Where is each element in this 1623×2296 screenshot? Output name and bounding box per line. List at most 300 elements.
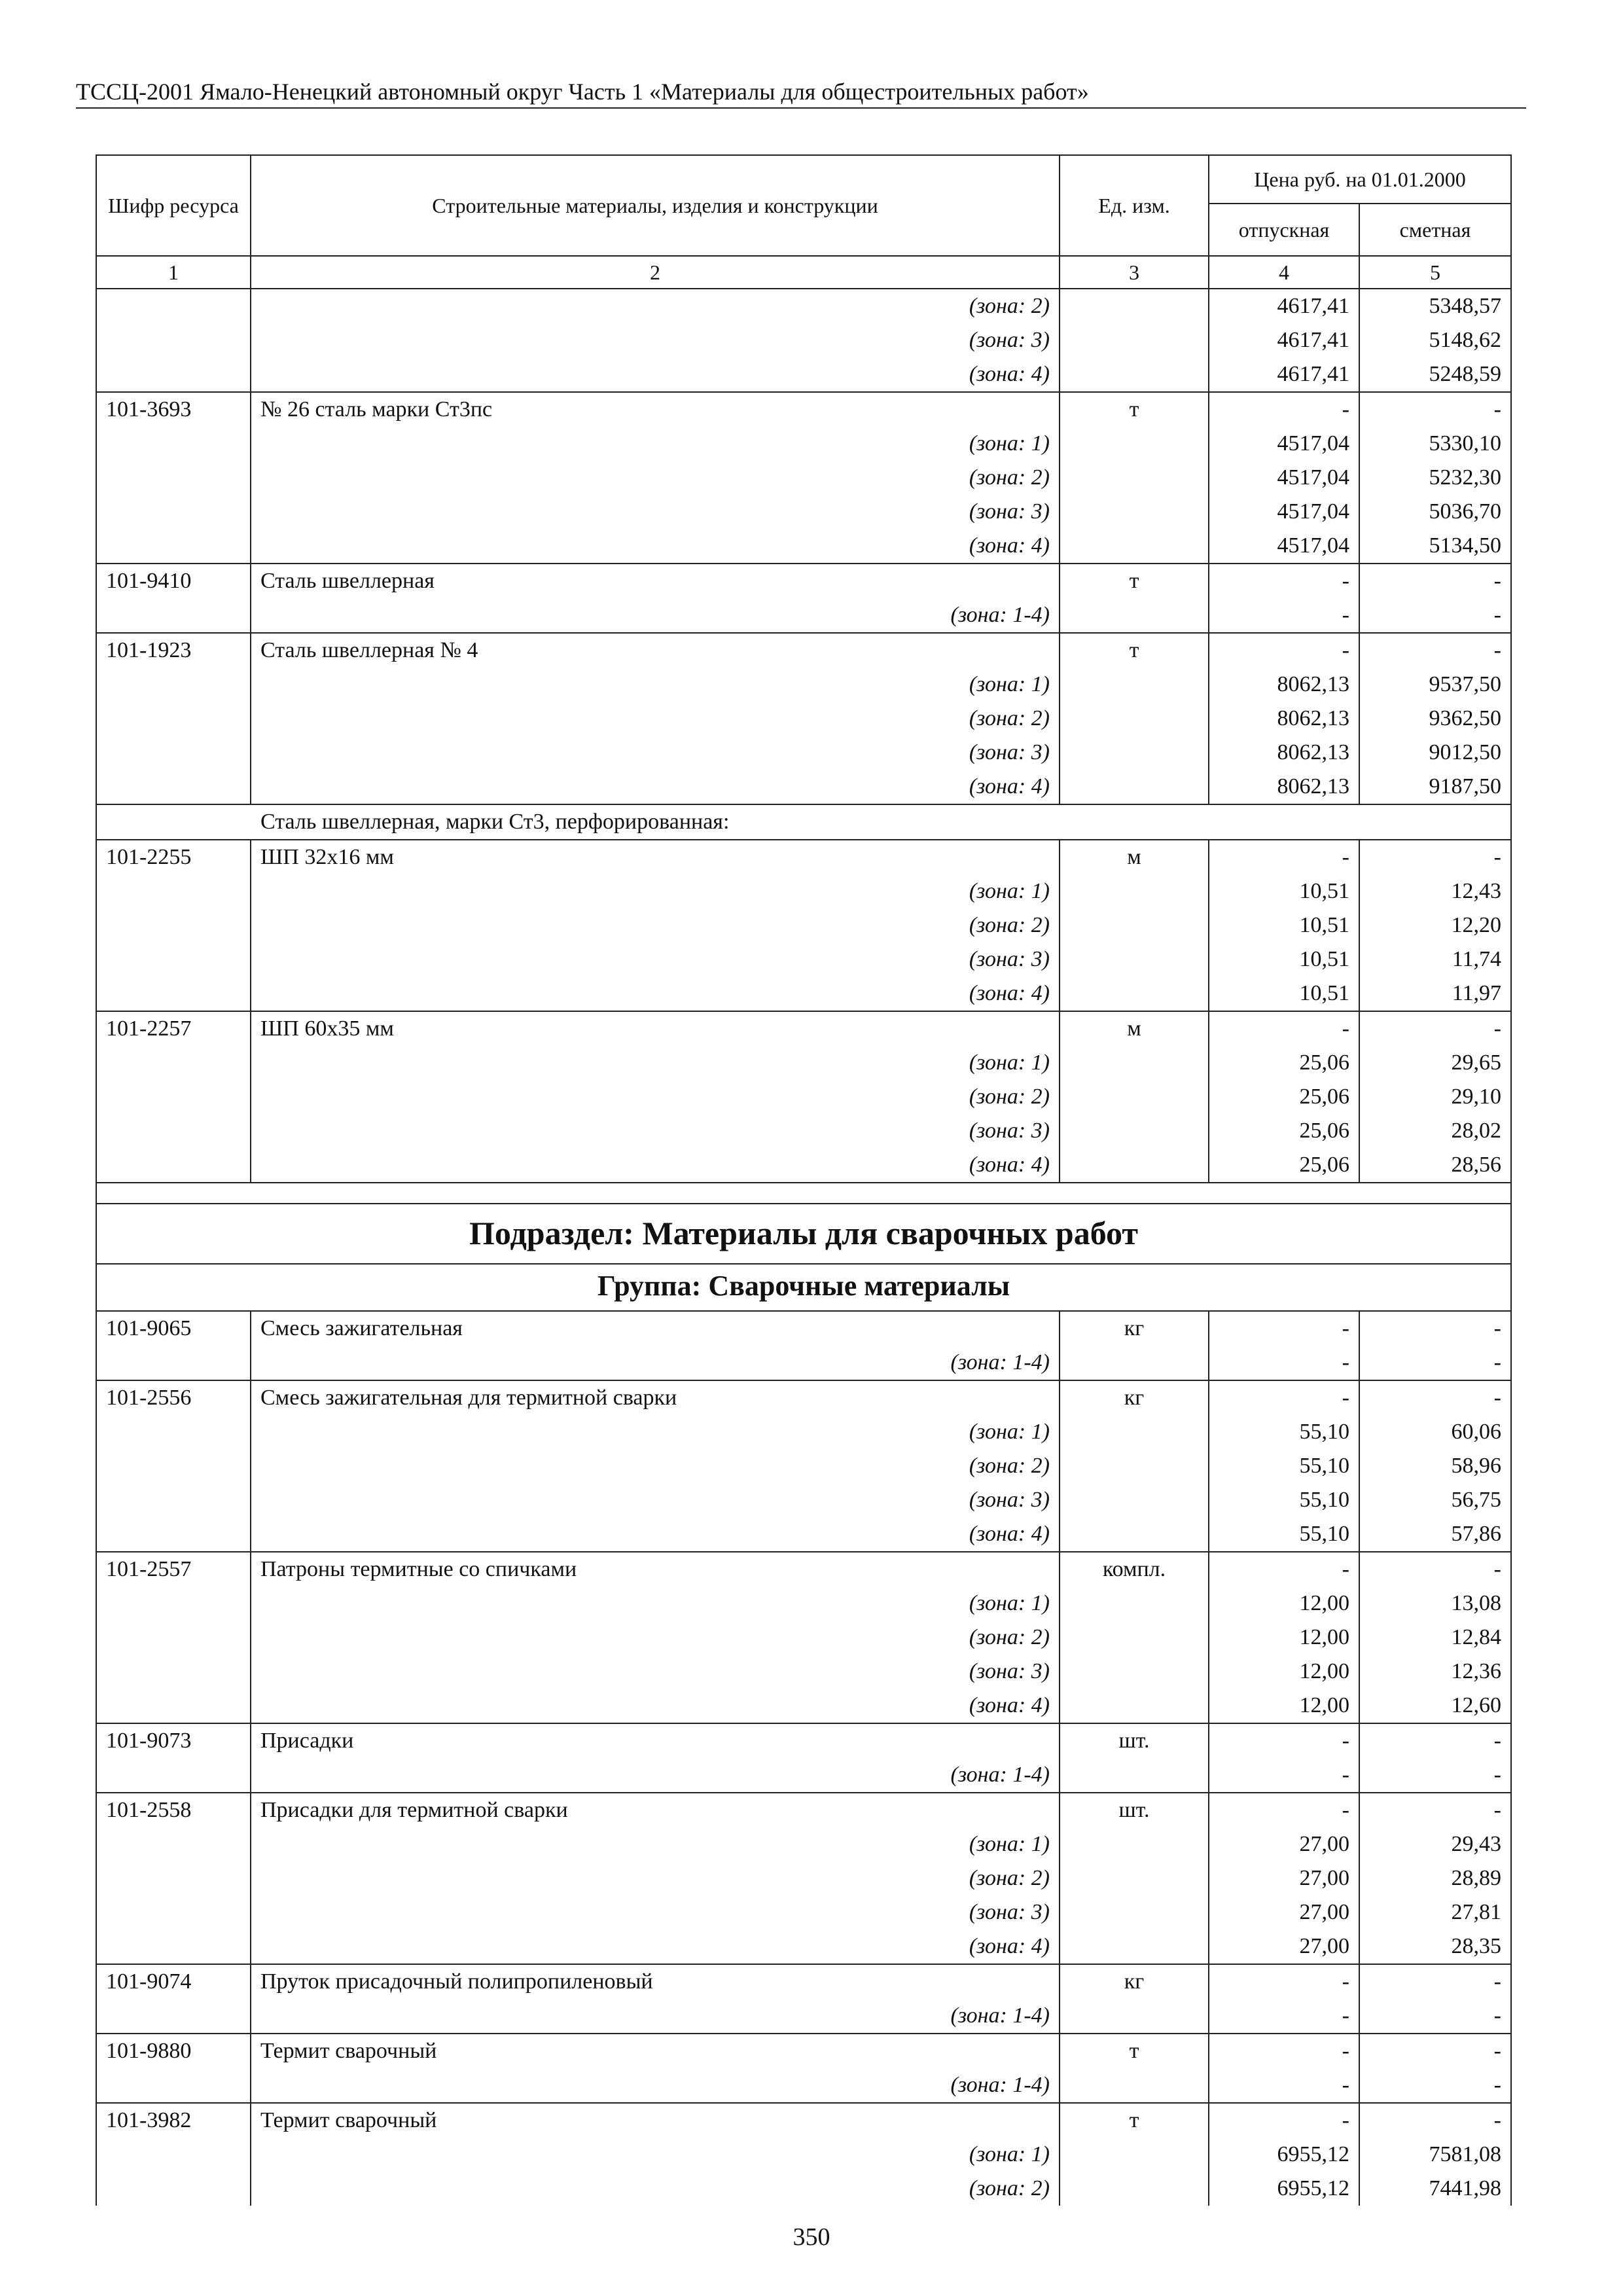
release-price: 27,00 <box>1209 1895 1359 1929</box>
release-price: 55,10 <box>1209 1415 1359 1449</box>
estimate-price: - <box>1359 1346 1511 1380</box>
release-price: - <box>1209 1964 1359 1999</box>
table-row <box>96 1689 1511 1723</box>
release-price: - <box>1209 392 1359 427</box>
category-title: Сталь швеллерная, марки Ст3, перфорированная: <box>96 804 1511 840</box>
material-name: Патроны термитные со спичками <box>251 1552 1060 1587</box>
resource-code <box>96 323 251 357</box>
resource-code: 101-9065 <box>96 1311 251 1346</box>
resource-code: 101-9073 <box>96 1723 251 1758</box>
resource-code <box>96 1080 251 1114</box>
release-price: - <box>1209 840 1359 874</box>
unit-cell: т <box>1060 392 1209 427</box>
table-row <box>96 1999 1511 2034</box>
resource-code <box>96 702 251 736</box>
material-name: Смесь зажигательная <box>251 1311 1060 1346</box>
release-price: 4617,41 <box>1209 289 1359 323</box>
unit-cell <box>1060 289 1209 323</box>
zone-label: (зона: 2) <box>251 289 1060 323</box>
estimate-price: - <box>1359 2068 1511 2103</box>
estimate-price: - <box>1359 1552 1511 1587</box>
estimate-price: - <box>1359 1758 1511 1793</box>
table-row <box>96 289 1511 323</box>
release-price: 12,00 <box>1209 1655 1359 1689</box>
estimate-price: - <box>1359 2034 1511 2068</box>
column-number: 5 <box>1359 256 1511 289</box>
resource-code <box>96 942 251 977</box>
release-price: 6955,12 <box>1209 2138 1359 2172</box>
resource-code <box>96 770 251 804</box>
estimate-price: - <box>1359 1011 1511 1046</box>
unit-cell <box>1060 1689 1209 1723</box>
zone-label: (зона: 3) <box>251 323 1060 357</box>
unit-cell: кг <box>1060 1964 1209 1999</box>
resource-code <box>96 1689 251 1723</box>
zone-label: (зона: 2) <box>251 461 1060 495</box>
unit-cell <box>1060 702 1209 736</box>
unit-cell: т <box>1060 2034 1209 2068</box>
release-price: 8062,13 <box>1209 668 1359 702</box>
material-name: Присадки <box>251 1723 1060 1758</box>
release-price: 8062,13 <box>1209 702 1359 736</box>
zone-label: (зона: 2) <box>251 1449 1060 1483</box>
release-price: 10,51 <box>1209 874 1359 908</box>
spacer-cell <box>96 1183 1511 1204</box>
table-row <box>96 1895 1511 1929</box>
zone-label: (зона: 4) <box>251 1689 1060 1723</box>
estimate-price: 11,74 <box>1359 942 1511 977</box>
table-row <box>96 668 1511 702</box>
table-row <box>96 392 1511 427</box>
resource-code <box>96 2172 251 2206</box>
release-price: 12,00 <box>1209 1689 1359 1723</box>
zone-label: (зона: 2) <box>251 908 1060 942</box>
column-number: 2 <box>251 256 1060 289</box>
zone-label: (зона: 1-4) <box>251 1999 1060 2034</box>
table-row <box>96 564 1511 598</box>
estimate-price: 9362,50 <box>1359 702 1511 736</box>
table-row <box>96 1793 1511 1827</box>
unit-cell <box>1060 2068 1209 2103</box>
release-price: - <box>1209 2103 1359 2138</box>
resource-code: 101-3693 <box>96 392 251 427</box>
zone-label: (зона: 3) <box>251 942 1060 977</box>
unit-cell: т <box>1060 2103 1209 2138</box>
table-row <box>96 1587 1511 1621</box>
zone-label: (зона: 1) <box>251 874 1060 908</box>
table-row <box>96 702 1511 736</box>
zone-label: (зона: 3) <box>251 736 1060 770</box>
header-price: Цена руб. на 01.01.2000 <box>1209 155 1511 204</box>
estimate-price: 7441,98 <box>1359 2172 1511 2206</box>
unit-cell <box>1060 1114 1209 1148</box>
resource-code: 101-9074 <box>96 1964 251 1999</box>
estimate-price: 9012,50 <box>1359 736 1511 770</box>
table-row <box>96 977 1511 1011</box>
resource-code <box>96 1587 251 1621</box>
release-price: 8062,13 <box>1209 770 1359 804</box>
zone-label: (зона: 4) <box>251 529 1060 564</box>
estimate-price: - <box>1359 1380 1511 1415</box>
category-row <box>96 804 1511 840</box>
release-price: - <box>1209 564 1359 598</box>
column-numbers-row <box>96 256 1511 289</box>
estimate-price: - <box>1359 1723 1511 1758</box>
resource-code <box>96 908 251 942</box>
header-unit: Ед. изм. <box>1060 155 1209 256</box>
unit-cell <box>1060 427 1209 461</box>
unit-cell <box>1060 1346 1209 1380</box>
table-row <box>96 1517 1511 1552</box>
release-price: - <box>1209 1311 1359 1346</box>
unit-cell <box>1060 1046 1209 1080</box>
resource-code <box>96 1114 251 1148</box>
estimate-price: 28,35 <box>1359 1929 1511 1964</box>
header-name: Строительные материалы, изделия и конструкции <box>251 155 1060 256</box>
release-price: - <box>1209 1552 1359 1587</box>
estimate-price: 29,10 <box>1359 1080 1511 1114</box>
table-row <box>96 1046 1511 1080</box>
table-row <box>96 1011 1511 1046</box>
table-row <box>96 736 1511 770</box>
zone-label: (зона: 4) <box>251 1148 1060 1183</box>
unit-cell: м <box>1060 1011 1209 1046</box>
release-price: - <box>1209 1380 1359 1415</box>
zone-label: (зона: 1-4) <box>251 2068 1060 2103</box>
release-price: 12,00 <box>1209 1621 1359 1655</box>
material-name: ШП 32х16 мм <box>251 840 1060 874</box>
estimate-price: 5330,10 <box>1359 427 1511 461</box>
table-row <box>96 1483 1511 1517</box>
estimate-price: 12,43 <box>1359 874 1511 908</box>
unit-cell <box>1060 2172 1209 2206</box>
unit-cell <box>1060 1080 1209 1114</box>
resource-code: 101-2558 <box>96 1793 251 1827</box>
unit-cell <box>1060 357 1209 392</box>
header-estimate: сметная <box>1359 204 1511 256</box>
unit-cell <box>1060 1999 1209 2034</box>
release-price: 55,10 <box>1209 1517 1359 1552</box>
column-number: 3 <box>1060 256 1209 289</box>
estimate-price: 9187,50 <box>1359 770 1511 804</box>
unit-cell <box>1060 1827 1209 1861</box>
estimate-price: 28,89 <box>1359 1861 1511 1895</box>
material-name: Термит сварочный <box>251 2103 1060 2138</box>
group-heading-row <box>96 1264 1511 1311</box>
unit-cell <box>1060 1895 1209 1929</box>
unit-cell: т <box>1060 564 1209 598</box>
unit-cell <box>1060 1655 1209 1689</box>
resource-code <box>96 1655 251 1689</box>
zone-label: (зона: 1) <box>251 427 1060 461</box>
release-price: 25,06 <box>1209 1114 1359 1148</box>
table-row <box>96 1964 1511 1999</box>
header-code: Шифр ресурса <box>96 155 251 256</box>
table-row <box>96 357 1511 392</box>
material-name: № 26 сталь марки Ст3пс <box>251 392 1060 427</box>
resource-code <box>96 874 251 908</box>
unit-cell: т <box>1060 633 1209 668</box>
release-price: 4517,04 <box>1209 529 1359 564</box>
table-body <box>96 289 1511 2206</box>
estimate-price: 27,81 <box>1359 1895 1511 1929</box>
table-row <box>96 2068 1511 2103</box>
table-row <box>96 1929 1511 1964</box>
zone-label: (зона: 3) <box>251 1895 1060 1929</box>
release-price: - <box>1209 2068 1359 2103</box>
header-release: отпускная <box>1209 204 1359 256</box>
column-number: 4 <box>1209 256 1359 289</box>
release-price: - <box>1209 1011 1359 1046</box>
resource-code <box>96 1346 251 1380</box>
release-price: 27,00 <box>1209 1929 1359 1964</box>
table-row <box>96 529 1511 564</box>
material-name: Смесь зажигательная для термитной сварки <box>251 1380 1060 1415</box>
subsection-heading-row <box>96 1204 1511 1264</box>
estimate-price: 11,97 <box>1359 977 1511 1011</box>
release-price: 25,06 <box>1209 1148 1359 1183</box>
table-row <box>96 1621 1511 1655</box>
resource-code <box>96 1999 251 2034</box>
estimate-price: 9537,50 <box>1359 668 1511 702</box>
unit-cell <box>1060 1517 1209 1552</box>
unit-cell: шт. <box>1060 1793 1209 1827</box>
resource-code <box>96 2068 251 2103</box>
release-price: 25,06 <box>1209 1046 1359 1080</box>
unit-cell <box>1060 908 1209 942</box>
zone-label: (зона: 2) <box>251 1621 1060 1655</box>
unit-cell: кг <box>1060 1311 1209 1346</box>
unit-cell <box>1060 1929 1209 1964</box>
estimate-price: 28,56 <box>1359 1148 1511 1183</box>
zone-label: (зона: 2) <box>251 1861 1060 1895</box>
unit-cell <box>1060 977 1209 1011</box>
table-row <box>96 1415 1511 1449</box>
estimate-price: 5348,57 <box>1359 289 1511 323</box>
resource-code: 101-2257 <box>96 1011 251 1046</box>
zone-label: (зона: 2) <box>251 702 1060 736</box>
unit-cell <box>1060 1483 1209 1517</box>
zone-label: (зона: 1) <box>251 668 1060 702</box>
material-name: Термит сварочный <box>251 2034 1060 2068</box>
estimate-price: 7581,08 <box>1359 2138 1511 2172</box>
resource-code: 101-9410 <box>96 564 251 598</box>
resource-code <box>96 1148 251 1183</box>
release-price: 4517,04 <box>1209 427 1359 461</box>
resource-code <box>96 289 251 323</box>
resource-code: 101-1923 <box>96 633 251 668</box>
unit-cell: компл. <box>1060 1552 1209 1587</box>
release-price: 4517,04 <box>1209 495 1359 529</box>
unit-cell <box>1060 1758 1209 1793</box>
unit-cell <box>1060 736 1209 770</box>
estimate-price: 29,65 <box>1359 1046 1511 1080</box>
zone-label: (зона: 4) <box>251 770 1060 804</box>
resource-code <box>96 427 251 461</box>
resource-code <box>96 357 251 392</box>
material-name: Сталь швеллерная <box>251 564 1060 598</box>
estimate-price: 12,36 <box>1359 1655 1511 1689</box>
unit-cell <box>1060 770 1209 804</box>
estimate-price: - <box>1359 564 1511 598</box>
table-row <box>96 942 1511 977</box>
table-row <box>96 2034 1511 2068</box>
unit-cell <box>1060 668 1209 702</box>
release-price: - <box>1209 633 1359 668</box>
resource-code <box>96 1827 251 1861</box>
table-row <box>96 461 1511 495</box>
subsection-heading: Подраздел: Материалы для сварочных работ <box>96 1204 1511 1264</box>
estimate-price: 5148,62 <box>1359 323 1511 357</box>
resource-code <box>96 495 251 529</box>
table-row <box>96 2172 1511 2206</box>
unit-cell: шт. <box>1060 1723 1209 1758</box>
unit-cell <box>1060 598 1209 633</box>
material-name: ШП 60х35 мм <box>251 1011 1060 1046</box>
release-price: - <box>1209 1793 1359 1827</box>
resource-code <box>96 1895 251 1929</box>
table-row <box>96 1311 1511 1346</box>
estimate-price: - <box>1359 1793 1511 1827</box>
table-row <box>96 908 1511 942</box>
resource-code: 101-3982 <box>96 2103 251 2138</box>
table-row <box>96 323 1511 357</box>
table-row <box>96 1380 1511 1415</box>
release-price: 4617,41 <box>1209 357 1359 392</box>
release-price: 4517,04 <box>1209 461 1359 495</box>
release-price: 10,51 <box>1209 942 1359 977</box>
table-row <box>96 1080 1511 1114</box>
table-row <box>96 1346 1511 1380</box>
zone-label: (зона: 1-4) <box>251 1346 1060 1380</box>
resource-code <box>96 1415 251 1449</box>
zone-label: (зона: 3) <box>251 1655 1060 1689</box>
zone-label: (зона: 4) <box>251 1517 1060 1552</box>
estimate-price: - <box>1359 2103 1511 2138</box>
unit-cell: м <box>1060 840 1209 874</box>
table-row <box>96 2103 1511 2138</box>
resource-code: 101-2556 <box>96 1380 251 1415</box>
price-table <box>96 154 1512 2206</box>
table-row <box>96 1449 1511 1483</box>
unit-cell <box>1060 2138 1209 2172</box>
release-price: - <box>1209 2034 1359 2068</box>
resource-code <box>96 1929 251 1964</box>
zone-label: (зона: 1) <box>251 1046 1060 1080</box>
material-name: Присадки для термитной сварки <box>251 1793 1060 1827</box>
release-price: 10,51 <box>1209 908 1359 942</box>
release-price: - <box>1209 1346 1359 1380</box>
estimate-price: - <box>1359 1964 1511 1999</box>
unit-cell <box>1060 874 1209 908</box>
estimate-price: - <box>1359 840 1511 874</box>
release-price: 8062,13 <box>1209 736 1359 770</box>
unit-cell <box>1060 1621 1209 1655</box>
estimate-price: 5248,59 <box>1359 357 1511 392</box>
release-price: 55,10 <box>1209 1449 1359 1483</box>
estimate-price: 12,20 <box>1359 908 1511 942</box>
table-row <box>96 1148 1511 1183</box>
zone-label: (зона: 3) <box>251 1483 1060 1517</box>
release-price: 6955,12 <box>1209 2172 1359 2206</box>
resource-code <box>96 1449 251 1483</box>
zone-label: (зона: 1) <box>251 2138 1060 2172</box>
release-price: 10,51 <box>1209 977 1359 1011</box>
table-row <box>96 1114 1511 1148</box>
unit-cell: кг <box>1060 1380 1209 1415</box>
zone-label: (зона: 3) <box>251 1114 1060 1148</box>
zone-label: (зона: 4) <box>251 977 1060 1011</box>
estimate-price: 13,08 <box>1359 1587 1511 1621</box>
estimate-price: 60,06 <box>1359 1415 1511 1449</box>
zone-label: (зона: 4) <box>251 1929 1060 1964</box>
unit-cell <box>1060 1449 1209 1483</box>
estimate-price: 29,43 <box>1359 1827 1511 1861</box>
table-row <box>96 1758 1511 1793</box>
release-price: 25,06 <box>1209 1080 1359 1114</box>
table-row <box>96 1827 1511 1861</box>
release-price: 4617,41 <box>1209 323 1359 357</box>
zone-label: (зона: 1) <box>251 1827 1060 1861</box>
estimate-price: - <box>1359 1311 1511 1346</box>
resource-code <box>96 1621 251 1655</box>
zone-label: (зона: 2) <box>251 2172 1060 2206</box>
estimate-price: 57,86 <box>1359 1517 1511 1552</box>
resource-code <box>96 1483 251 1517</box>
table-row <box>96 495 1511 529</box>
unit-cell <box>1060 461 1209 495</box>
column-number: 1 <box>96 256 251 289</box>
resource-code <box>96 668 251 702</box>
table-row <box>96 874 1511 908</box>
resource-code <box>96 1861 251 1895</box>
zone-label: (зона: 1-4) <box>251 598 1060 633</box>
resource-code: 101-2557 <box>96 1552 251 1587</box>
release-price: - <box>1209 598 1359 633</box>
zone-label: (зона: 1) <box>251 1415 1060 1449</box>
table-row <box>96 770 1511 804</box>
estimate-price: - <box>1359 633 1511 668</box>
material-name: Пруток присадочный полипропиленовый <box>251 1964 1060 1999</box>
group-heading: Группа: Сварочные материалы <box>96 1264 1511 1311</box>
zone-label: (зона: 1) <box>251 1587 1060 1621</box>
zone-label: (зона: 4) <box>251 357 1060 392</box>
estimate-price: - <box>1359 1999 1511 2034</box>
table-row <box>96 1655 1511 1689</box>
page-header: ТССЦ-2001 Ямало-Ненецкий автономный округ Часть 1 «Материалы для общестроительных работ» <box>76 79 1089 105</box>
resource-code <box>96 2138 251 2172</box>
table-row <box>96 1723 1511 1758</box>
release-price: 27,00 <box>1209 1827 1359 1861</box>
unit-cell <box>1060 1148 1209 1183</box>
table-row <box>96 633 1511 668</box>
release-price: - <box>1209 1723 1359 1758</box>
material-name: Сталь швеллерная № 4 <box>251 633 1060 668</box>
release-price: - <box>1209 1999 1359 2034</box>
header-rule <box>76 107 1526 109</box>
unit-cell <box>1060 1587 1209 1621</box>
table-row <box>96 1552 1511 1587</box>
resource-code <box>96 598 251 633</box>
zone-label: (зона: 2) <box>251 1080 1060 1114</box>
unit-cell <box>1060 529 1209 564</box>
unit-cell <box>1060 942 1209 977</box>
estimate-price: 28,02 <box>1359 1114 1511 1148</box>
estimate-price: - <box>1359 598 1511 633</box>
unit-cell <box>1060 495 1209 529</box>
table-row <box>96 427 1511 461</box>
estimate-price: 56,75 <box>1359 1483 1511 1517</box>
